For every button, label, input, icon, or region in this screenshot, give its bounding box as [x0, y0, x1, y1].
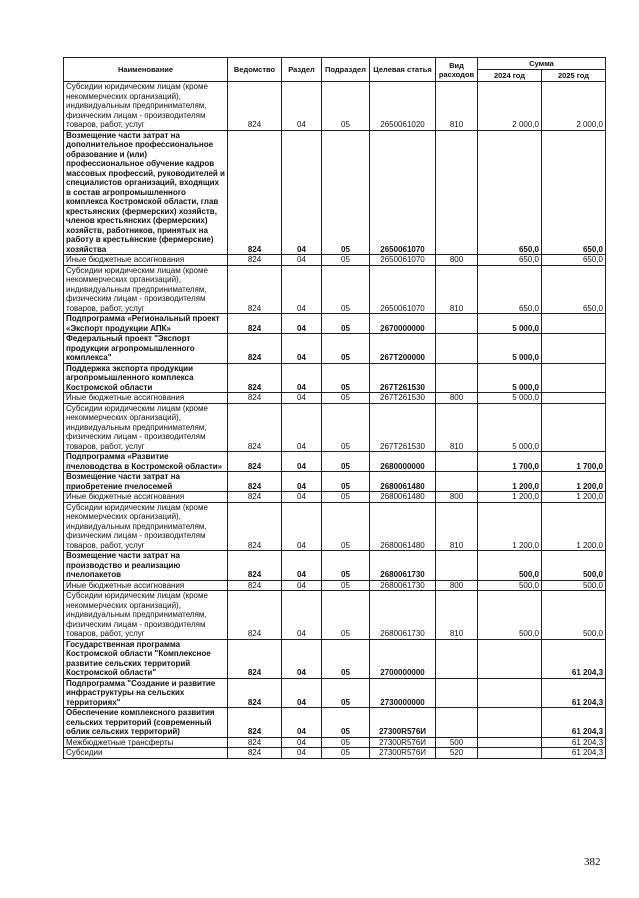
row-sum-2024: 1 200,0 [478, 472, 542, 492]
row-subsection: 05 [322, 452, 370, 472]
row-expense-type: 810 [436, 591, 478, 640]
row-department: 824 [228, 452, 282, 472]
row-expense-type [436, 334, 478, 364]
row-sum-2025: 1 200,0 [542, 502, 606, 551]
row-subsection: 05 [322, 502, 370, 551]
row-department: 824 [228, 82, 282, 131]
row-section: 04 [282, 551, 322, 581]
row-department: 824 [228, 580, 282, 591]
table-row [64, 82, 606, 131]
row-target-article: 2730000000 [370, 678, 436, 708]
row-target-article: 2680061480 [370, 472, 436, 492]
table-row [64, 255, 606, 266]
row-section: 04 [282, 393, 322, 404]
row-section: 04 [282, 403, 322, 452]
row-subsection: 05 [322, 551, 370, 581]
row-section: 04 [282, 748, 322, 759]
row-sum-2025: 1 700,0 [542, 452, 606, 472]
row-name: Субсидии юридическим лицам (кроме некоммерческих организаций), индивидуальным предпринимателям, физическим лицам - производителям товаров, работ, услуг [64, 403, 228, 452]
row-sum-2024: 5 000,0 [478, 334, 542, 364]
row-name: Иные бюджетные ассигнования [64, 255, 228, 266]
row-sum-2025: 650,0 [542, 130, 606, 255]
budget-table [63, 57, 606, 759]
row-subsection: 05 [322, 737, 370, 748]
table-row [64, 393, 606, 404]
table-row [64, 452, 606, 472]
row-subsection: 05 [322, 639, 370, 678]
row-section: 04 [282, 639, 322, 678]
row-sum-2025: 500,0 [542, 551, 606, 581]
row-section: 04 [282, 708, 322, 738]
header-year-2025: 2025 год [542, 70, 606, 82]
row-sum-2024: 1 200,0 [478, 492, 542, 503]
row-sum-2024: 500,0 [478, 591, 542, 640]
header-name: Наименование [64, 58, 228, 82]
row-subsection: 05 [322, 708, 370, 738]
table-row [64, 265, 606, 314]
row-subsection: 05 [322, 314, 370, 334]
row-sum-2025 [542, 314, 606, 334]
row-sum-2025 [542, 393, 606, 404]
row-subsection: 05 [322, 748, 370, 759]
row-section: 04 [282, 363, 322, 393]
row-section: 04 [282, 82, 322, 131]
row-section: 04 [282, 314, 322, 334]
row-department: 824 [228, 748, 282, 759]
budget-document [63, 57, 605, 868]
row-sum-2024: 1 200,0 [478, 502, 542, 551]
table-row [64, 591, 606, 640]
row-target-article: 2680061730 [370, 551, 436, 581]
row-name: Возмещение части затрат на производство и реализацию пчелопакетов [64, 551, 228, 581]
row-name: Иные бюджетные ассигнования [64, 393, 228, 404]
row-subsection: 05 [322, 393, 370, 404]
header-expense-type: Вид расходов [436, 58, 478, 82]
row-expense-type: 500 [436, 737, 478, 748]
header-sum: Сумма [478, 58, 606, 70]
header-year-2024: 2024 год [478, 70, 542, 82]
row-department: 824 [228, 403, 282, 452]
row-sum-2025: 500,0 [542, 580, 606, 591]
page-number: 382 [584, 856, 601, 868]
row-target-article: 2650061070 [370, 255, 436, 266]
row-expense-type [436, 551, 478, 581]
row-expense-type: 810 [436, 403, 478, 452]
row-department: 824 [228, 472, 282, 492]
row-section: 04 [282, 452, 322, 472]
row-name: Обеспечение комплексного развития сельских территорий (современный облик сельских территорий) [64, 708, 228, 738]
row-target-article: 267T261530 [370, 363, 436, 393]
header-section: Раздел [282, 58, 322, 82]
row-name: Субсидии юридическим лицам (кроме некоммерческих организаций), индивидуальным предпринимателям, физическим лицам - производителям товаров, работ, услуг [64, 82, 228, 131]
row-expense-type: 520 [436, 748, 478, 759]
row-expense-type: 800 [436, 492, 478, 503]
row-sum-2025: 650,0 [542, 255, 606, 266]
table-row [64, 472, 606, 492]
row-sum-2025: 61 204,3 [542, 639, 606, 678]
row-name: Иные бюджетные ассигнования [64, 580, 228, 591]
row-department: 824 [228, 492, 282, 503]
row-subsection: 05 [322, 472, 370, 492]
row-sum-2024 [478, 748, 542, 759]
row-sum-2024: 650,0 [478, 255, 542, 266]
row-target-article: 267T261530 [370, 403, 436, 452]
row-name: Государственная программа Костромской области "Комплексное развитие сельских территорий Костромской области" [64, 639, 228, 678]
row-subsection: 05 [322, 678, 370, 708]
row-department: 824 [228, 265, 282, 314]
row-expense-type [436, 452, 478, 472]
table-row [64, 678, 606, 708]
row-sum-2025 [542, 363, 606, 393]
row-expense-type: 800 [436, 255, 478, 266]
table-row [64, 130, 606, 255]
row-sum-2025: 2 000,0 [542, 82, 606, 131]
row-expense-type: 810 [436, 265, 478, 314]
row-department: 824 [228, 334, 282, 364]
row-expense-type [436, 708, 478, 738]
row-subsection: 05 [322, 363, 370, 393]
row-sum-2025 [542, 334, 606, 364]
row-expense-type: 810 [436, 82, 478, 131]
row-section: 04 [282, 130, 322, 255]
row-department: 824 [228, 363, 282, 393]
row-name: Межбюджетные трансферты [64, 737, 228, 748]
row-department: 824 [228, 591, 282, 640]
row-target-article: 2670000000 [370, 314, 436, 334]
row-sum-2025: 1 200,0 [542, 472, 606, 492]
row-department: 824 [228, 502, 282, 551]
row-subsection: 05 [322, 334, 370, 364]
row-sum-2025 [542, 403, 606, 452]
row-sum-2025: 61 204,3 [542, 737, 606, 748]
row-department: 824 [228, 314, 282, 334]
row-sum-2025: 650,0 [542, 265, 606, 314]
row-subsection: 05 [322, 130, 370, 255]
row-target-article: 2650061070 [370, 130, 436, 255]
row-name: Поддержка экспорта продукции агропромышленного комплекса Костромской области [64, 363, 228, 393]
table-row [64, 334, 606, 364]
table-row [64, 708, 606, 738]
row-department: 824 [228, 708, 282, 738]
row-target-article: 2650061070 [370, 265, 436, 314]
row-name: Подпрограмма «Региональный проект «Экспорт продукции АПК» [64, 314, 228, 334]
row-expense-type [436, 678, 478, 708]
row-section: 04 [282, 591, 322, 640]
row-department: 824 [228, 255, 282, 266]
row-target-article: 267T200000 [370, 334, 436, 364]
row-subsection: 05 [322, 591, 370, 640]
row-target-article: 27300R576И [370, 737, 436, 748]
row-sum-2024 [478, 708, 542, 738]
row-target-article: 2680061730 [370, 580, 436, 591]
row-sum-2025: 61 204,3 [542, 678, 606, 708]
row-sum-2025: 500,0 [542, 591, 606, 640]
row-name: Возмещение части затрат на дополнительное профессиональное образование и (или) профессиональное обучение кадров массовых профессий, руководителей и специалистов организаций, входящих в состав агропромышленного комплекса Костромской области, глав крестьянских (фермерских) хозяйств, членов крестьянских (фермерских) хозяйств, работников, принятых на работу в крестьянские (фермерские) хозяйства [64, 130, 228, 255]
row-department: 824 [228, 393, 282, 404]
row-sum-2024: 650,0 [478, 265, 542, 314]
row-target-article: 2650061020 [370, 82, 436, 131]
row-target-article: 2700000000 [370, 639, 436, 678]
row-expense-type: 810 [436, 502, 478, 551]
table-row [64, 580, 606, 591]
row-sum-2024: 650,0 [478, 130, 542, 255]
row-target-article: 267T261530 [370, 393, 436, 404]
row-subsection: 05 [322, 255, 370, 266]
row-subsection: 05 [322, 580, 370, 591]
table-row [64, 748, 606, 759]
row-target-article: 2680061480 [370, 502, 436, 551]
row-expense-type [436, 314, 478, 334]
row-section: 04 [282, 737, 322, 748]
row-sum-2024: 1 700,0 [478, 452, 542, 472]
row-expense-type: 800 [436, 393, 478, 404]
row-name: Подпрограмма «Развитие пчеловодства в Костромской области» [64, 452, 228, 472]
row-sum-2024 [478, 639, 542, 678]
row-name: Субсидии юридическим лицам (кроме некоммерческих организаций), индивидуальным предпринимателям, физическим лицам - производителям товаров, работ, услуг [64, 502, 228, 551]
row-name: Иные бюджетные ассигнования [64, 492, 228, 503]
row-subsection: 05 [322, 265, 370, 314]
row-department: 824 [228, 737, 282, 748]
row-section: 04 [282, 678, 322, 708]
row-section: 04 [282, 472, 322, 492]
row-target-article: 2680000000 [370, 452, 436, 472]
header-subsection: Подраздел [322, 58, 370, 82]
header-target-article: Целевая статья [370, 58, 436, 82]
row-section: 04 [282, 334, 322, 364]
row-department: 824 [228, 678, 282, 708]
row-sum-2025: 61 204,3 [542, 748, 606, 759]
row-section: 04 [282, 265, 322, 314]
table-row [64, 737, 606, 748]
row-subsection: 05 [322, 492, 370, 503]
row-section: 04 [282, 255, 322, 266]
row-sum-2024 [478, 678, 542, 708]
row-sum-2024 [478, 737, 542, 748]
table-row [64, 363, 606, 393]
row-section: 04 [282, 580, 322, 591]
row-target-article: 27300R576И [370, 708, 436, 738]
table-row [64, 502, 606, 551]
row-department: 824 [228, 551, 282, 581]
row-sum-2024: 5 000,0 [478, 314, 542, 334]
row-sum-2025: 61 204,3 [542, 708, 606, 738]
row-name: Федеральный проект "Экспорт продукции агропромышленного комплекса" [64, 334, 228, 364]
table-row [64, 639, 606, 678]
row-sum-2024: 5 000,0 [478, 363, 542, 393]
row-expense-type [436, 472, 478, 492]
row-target-article: 2680061480 [370, 492, 436, 503]
row-target-article: 2680061730 [370, 591, 436, 640]
header-department: Ведомство [228, 58, 282, 82]
row-sum-2025: 1 200,0 [542, 492, 606, 503]
row-department: 824 [228, 130, 282, 255]
row-subsection: 05 [322, 403, 370, 452]
row-expense-type [436, 363, 478, 393]
row-sum-2024: 500,0 [478, 551, 542, 581]
row-sum-2024: 500,0 [478, 580, 542, 591]
row-subsection: 05 [322, 82, 370, 131]
row-name: Субсидии юридическим лицам (кроме некоммерческих организаций), индивидуальным предпринимателям, физическим лицам - производителям товаров, работ, услуг [64, 591, 228, 640]
table-row [64, 551, 606, 581]
row-expense-type [436, 130, 478, 255]
row-target-article: 27300R576И [370, 748, 436, 759]
row-section: 04 [282, 492, 322, 503]
table-row [64, 403, 606, 452]
row-name: Возмещение части затрат на приобретение пчелосемей [64, 472, 228, 492]
row-department: 824 [228, 639, 282, 678]
row-expense-type: 800 [436, 580, 478, 591]
row-name: Субсидии юридическим лицам (кроме некоммерческих организаций), индивидуальным предпринимателям, физическим лицам - производителям товаров, работ, услуг [64, 265, 228, 314]
row-sum-2024: 5 000,0 [478, 403, 542, 452]
row-sum-2024: 2 000,0 [478, 82, 542, 131]
row-sum-2024: 5 000,0 [478, 393, 542, 404]
row-name: Подпрограмма "Создание и развитие инфраструктуры на сельских территориях" [64, 678, 228, 708]
table-row [64, 492, 606, 503]
row-name: Субсидии [64, 748, 228, 759]
table-row [64, 314, 606, 334]
row-section: 04 [282, 502, 322, 551]
row-expense-type [436, 639, 478, 678]
